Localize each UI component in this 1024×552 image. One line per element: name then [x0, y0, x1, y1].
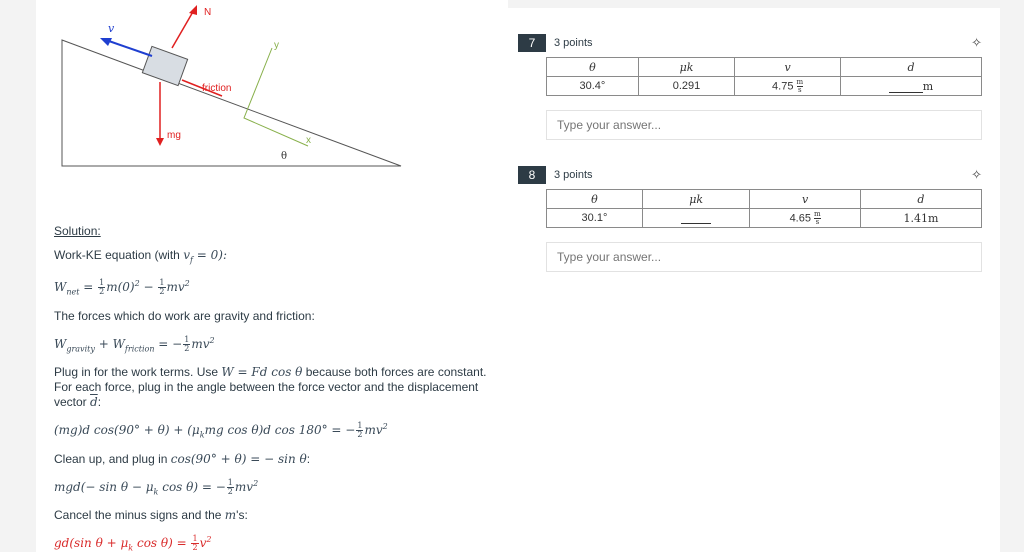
question-table — [546, 189, 982, 228]
equation-final: gd(sin $\theta + \mu_k$ cos θ) = $\frac{1}{2}$ $v^2$ — [54, 533, 212, 552]
sliding-block — [142, 46, 187, 85]
header-mu: μk — [638, 58, 734, 77]
forces-text: The forces which do work are gravity and friction: — [54, 308, 315, 323]
table-header-row — [547, 190, 982, 209]
x-axis-label: x — [306, 135, 311, 146]
incline-ramp — [62, 40, 401, 166]
cell-mu — [642, 209, 749, 228]
cell-distance: 1.41m — [860, 209, 981, 228]
equation-work-sum: $W_{gravity} + W_{friction}$ = − $\frac{1}{2}$ $mv^2$ — [54, 334, 215, 354]
normal-arrow — [172, 10, 194, 48]
angle-label: θ — [281, 151, 288, 162]
header-distance: d — [860, 190, 981, 209]
answer-input[interactable]: Type your answer... — [546, 242, 982, 272]
gravity-label: mg — [167, 130, 181, 141]
cell-theta: 30.1° — [547, 209, 643, 228]
equation-net-work: $W_{net}$ = $\frac{1}{2}$ $m(0)^2$ − $\frac{1}{2}$ $mv^2$ — [54, 278, 190, 297]
header-theta: θ — [547, 58, 639, 77]
cell-theta: 30.4° — [547, 77, 639, 96]
solution-text — [54, 224, 494, 552]
cleanup-text: Clean up, and plug in cos(90° + θ) = − sin θ: — [54, 451, 311, 466]
velocity-arrow — [106, 40, 152, 56]
equation-work-terms: (mg)d $\cos(90^\circ + \theta) + (\mu_kmg$ cos θ)d cos 180° = − $\frac{1}{2}$ $mv^2$ — [54, 421, 388, 440]
cell-distance: m — [841, 77, 982, 96]
header-mu: μk — [642, 190, 749, 209]
cell-mu: 0.291 — [638, 77, 734, 96]
cell-velocity: 4.65 $\frac{m}{s}$ — [750, 209, 861, 228]
header-theta: θ — [547, 190, 643, 209]
question-number: 7 — [518, 34, 546, 52]
answer-input[interactable]: Type your answer... — [546, 110, 982, 140]
pin-icon[interactable]: ✧ — [971, 35, 982, 50]
table-row — [547, 209, 982, 228]
normal-label: N — [204, 7, 212, 18]
plug-in-text: Plug in for the work terms. Use W = Fd cos θ because both forces are constant. For each force, plug in the angle between the force vector and the displacement vector $\overline{d}$: — [54, 365, 487, 410]
incline-diagram — [36, 0, 508, 200]
solution-title: Solution: — [54, 224, 101, 238]
question-points: 3 points — [554, 37, 593, 49]
coordinate-axes — [244, 48, 308, 146]
header-velocity: v — [750, 190, 861, 209]
question-points: 3 points — [554, 169, 593, 181]
solution-panel — [36, 0, 508, 552]
friction-label: friction — [202, 83, 232, 94]
equation-cleaned: $mgd(- \sin \theta - \mu_k$ cos θ) = − $\frac{1}{2}$ $mv^2$ — [54, 477, 259, 496]
cell-velocity: 4.75 $\frac{m}{s}$ — [735, 77, 841, 96]
velocity-label: v — [108, 22, 115, 35]
normal-arrowhead — [189, 5, 197, 15]
cancel-text: Cancel the minus signs and the m's: — [54, 507, 248, 522]
table-header-row — [547, 58, 982, 77]
gravity-arrowhead — [156, 138, 164, 146]
question-table — [546, 57, 982, 96]
questions-panel — [508, 8, 1000, 552]
header-distance: d — [841, 58, 982, 77]
work-ke-line: Work-KE equation (with $v_f = 0$): — [54, 248, 227, 265]
pin-icon[interactable]: ✧ — [971, 167, 982, 182]
table-row — [547, 77, 982, 96]
question-number: 8 — [518, 166, 546, 184]
header-velocity: v — [735, 58, 841, 77]
y-axis-label: y — [274, 40, 279, 51]
